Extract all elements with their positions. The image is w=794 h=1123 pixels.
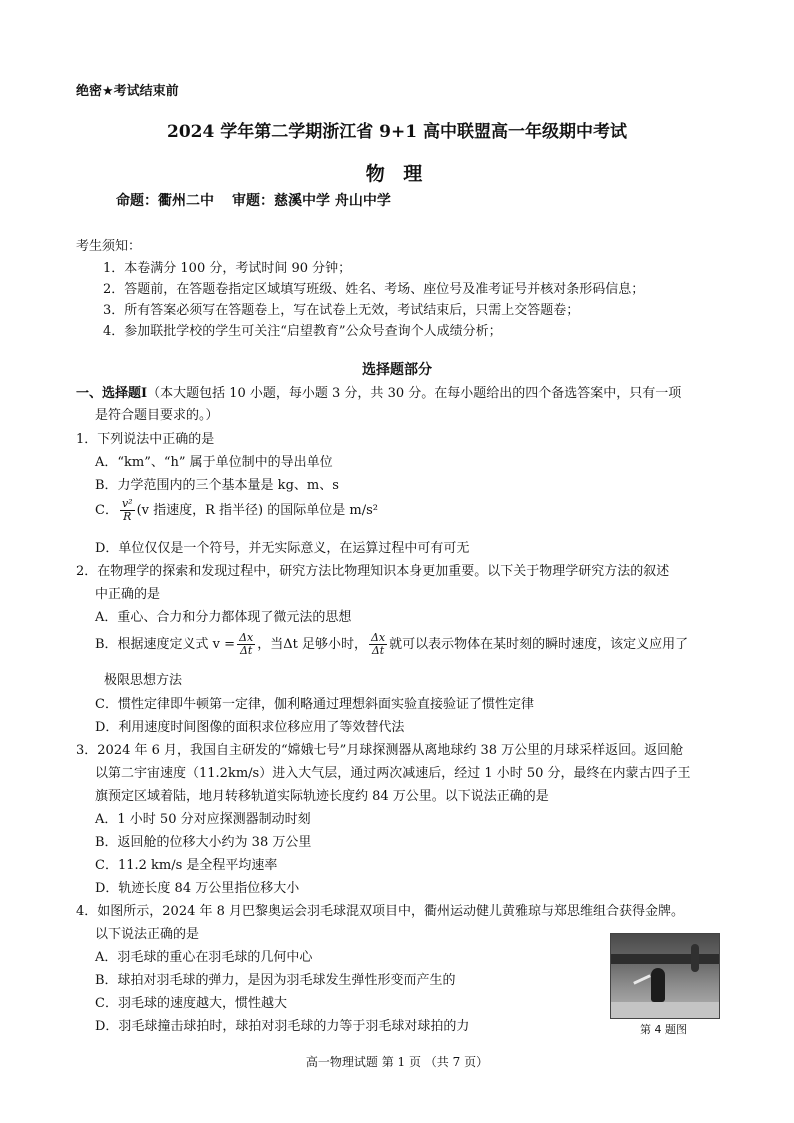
q1-c-text: (v 指速度，R 指半径) 的国际单位是 m/s² (136, 503, 378, 518)
notice-item: 1．本卷满分 100 分，考试时间 90 分钟； (103, 261, 352, 276)
page-footer: 高一物理试题 第 1 页 （共 7 页） (305, 1055, 489, 1069)
q1-option-c (95, 498, 378, 523)
question-3-stem-line3: 旗预定区域着陆，地月转移轨道实际轨迹长度约 84 万公里。以下说法正确的是 (95, 789, 549, 804)
q3-option-a: A．1 小时 50 分对应探测器制动时刻 (95, 812, 311, 827)
q1-option-b: B．力学范围内的三个基本量是 kg、m、s (95, 478, 339, 493)
question-3-stem: 3．2024 年 6 月，我国自主研发的“嫦娥七号”月球探测器从离地球约 38 万公里的月球采样返回。返回舱 (76, 743, 684, 758)
question-2-stem-line2: 中正确的是 (95, 587, 161, 602)
q3-option-c: C．11.2 km/s 是全程平均速率 (95, 858, 278, 873)
q1-option-a: A．“km”、“h” 属于单位制中的导出单位 (95, 455, 333, 470)
q2-option-a: A．重心、合力和分力都体现了微元法的思想 (95, 610, 352, 625)
q2-option-b (95, 632, 688, 657)
part-instructions-line2: 是符合题目要求的。） (95, 408, 219, 423)
question-4-stem: 4．如图所示，2024 年 8 月巴黎奥运会羽毛球混双项目中，衢州运动健儿黄雅琼与郑思维组合获得金牌。 (76, 904, 685, 919)
q2-b-mid: ，当Δt 足够小时， (257, 637, 367, 652)
section-title: 选择题部分 (362, 362, 432, 378)
figure-caption: 第 4 题图 (640, 1023, 687, 1036)
subject-title: 物 理 (365, 163, 429, 185)
proposer: 命题：衢州二中 (116, 193, 214, 209)
badminton-photo (610, 933, 720, 1019)
notice-item: 2．答题前，在答题卷指定区域填写班级、姓名、考场、座位号及准考证号并核对条形码信息； (103, 282, 645, 297)
notice-item: 4．参加联批学校的学生可关注“启望教育”公众号查询个人成绩分析； (103, 324, 502, 339)
exam-title: 2024 学年第二学期浙江省 9+1 高中联盟高一年级期中考试 (167, 122, 627, 142)
q4-option-d: D．羽毛球撞击球拍时，球拍对羽毛球的力等于羽毛球对球拍的力 (95, 1019, 470, 1034)
question-3-stem-line2: 以第二宇宙速度（11.2km/s）进入大气层，通过两次减速后，经过 1 小时 50 分，最终在内蒙古四子王 (95, 766, 691, 781)
notice-heading: 考生须知： (76, 239, 142, 254)
q3-option-b: B．返回舱的位移大小约为 38 万公里 (95, 835, 312, 850)
question-2-stem: 2．在物理学的探索和发现过程中，研究方法比物理知识本身更加重要。以下关于物理学研究方法的叙述 (76, 564, 670, 579)
question-1-stem: 1．下列说法中正确的是 (76, 432, 215, 447)
reviewer: 审题：慈溪中学 舟山中学 (232, 193, 391, 209)
q2-option-c: C．惯性定律即牛顿第一定律，伽利略通过理想斜面实验直接验证了惯性定律 (95, 697, 534, 712)
part-text: （本大题包括 10 小题，每小题 3 分，共 30 分。在每小题给出的四个备选答案中，只有一项 (147, 386, 682, 401)
part-label: 一、选择题Ⅰ (76, 386, 148, 401)
q1-c-prefix: C． (95, 503, 118, 518)
question-4-stem-line2: 以下说法正确的是 (95, 927, 200, 942)
authors-line (116, 190, 409, 210)
q2-b-fraction-2: $\frac{\Delta x}{\Delta t}$ (370, 631, 386, 657)
q2-b-fraction: $\frac{\Delta x}{\Delta t}$ (239, 631, 254, 657)
q3-option-d: D．轨迹长度 84 万公里指位移大小 (95, 881, 300, 896)
part-instructions (76, 382, 681, 401)
q4-option-a: A．羽毛球的重心在羽毛球的几何中心 (95, 950, 313, 965)
q2-option-b-line2: 极限思想方法 (104, 673, 183, 688)
q1-option-d: D．单位仅仅是一个符号，并无实际意义，在运算过程中可有可无 (95, 541, 470, 556)
q4-option-c: C．羽毛球的速度越大，惯性越大 (95, 996, 287, 1011)
confidential-label: 绝密★考试结束前 (76, 84, 179, 99)
q2-option-d: D．利用速度时间图像的面积求位移应用了等效替代法 (95, 720, 405, 735)
q4-option-b: B．球拍对羽毛球的弹力，是因为羽毛球发生弹性形变而产生的 (95, 973, 456, 988)
notice-item: 3．所有答案必须写在答题卷上，写在试卷上无效，考试结束后，只需上交答题卷； (103, 303, 580, 318)
q1-c-fraction: $\frac{\text{v²}}{R}$ (121, 497, 133, 523)
q2-b-prefix: B．根据速度定义式 v = (95, 637, 236, 652)
q2-b-suffix: 就可以表示物体在某时刻的瞬时速度，该定义应用了 (389, 637, 689, 652)
